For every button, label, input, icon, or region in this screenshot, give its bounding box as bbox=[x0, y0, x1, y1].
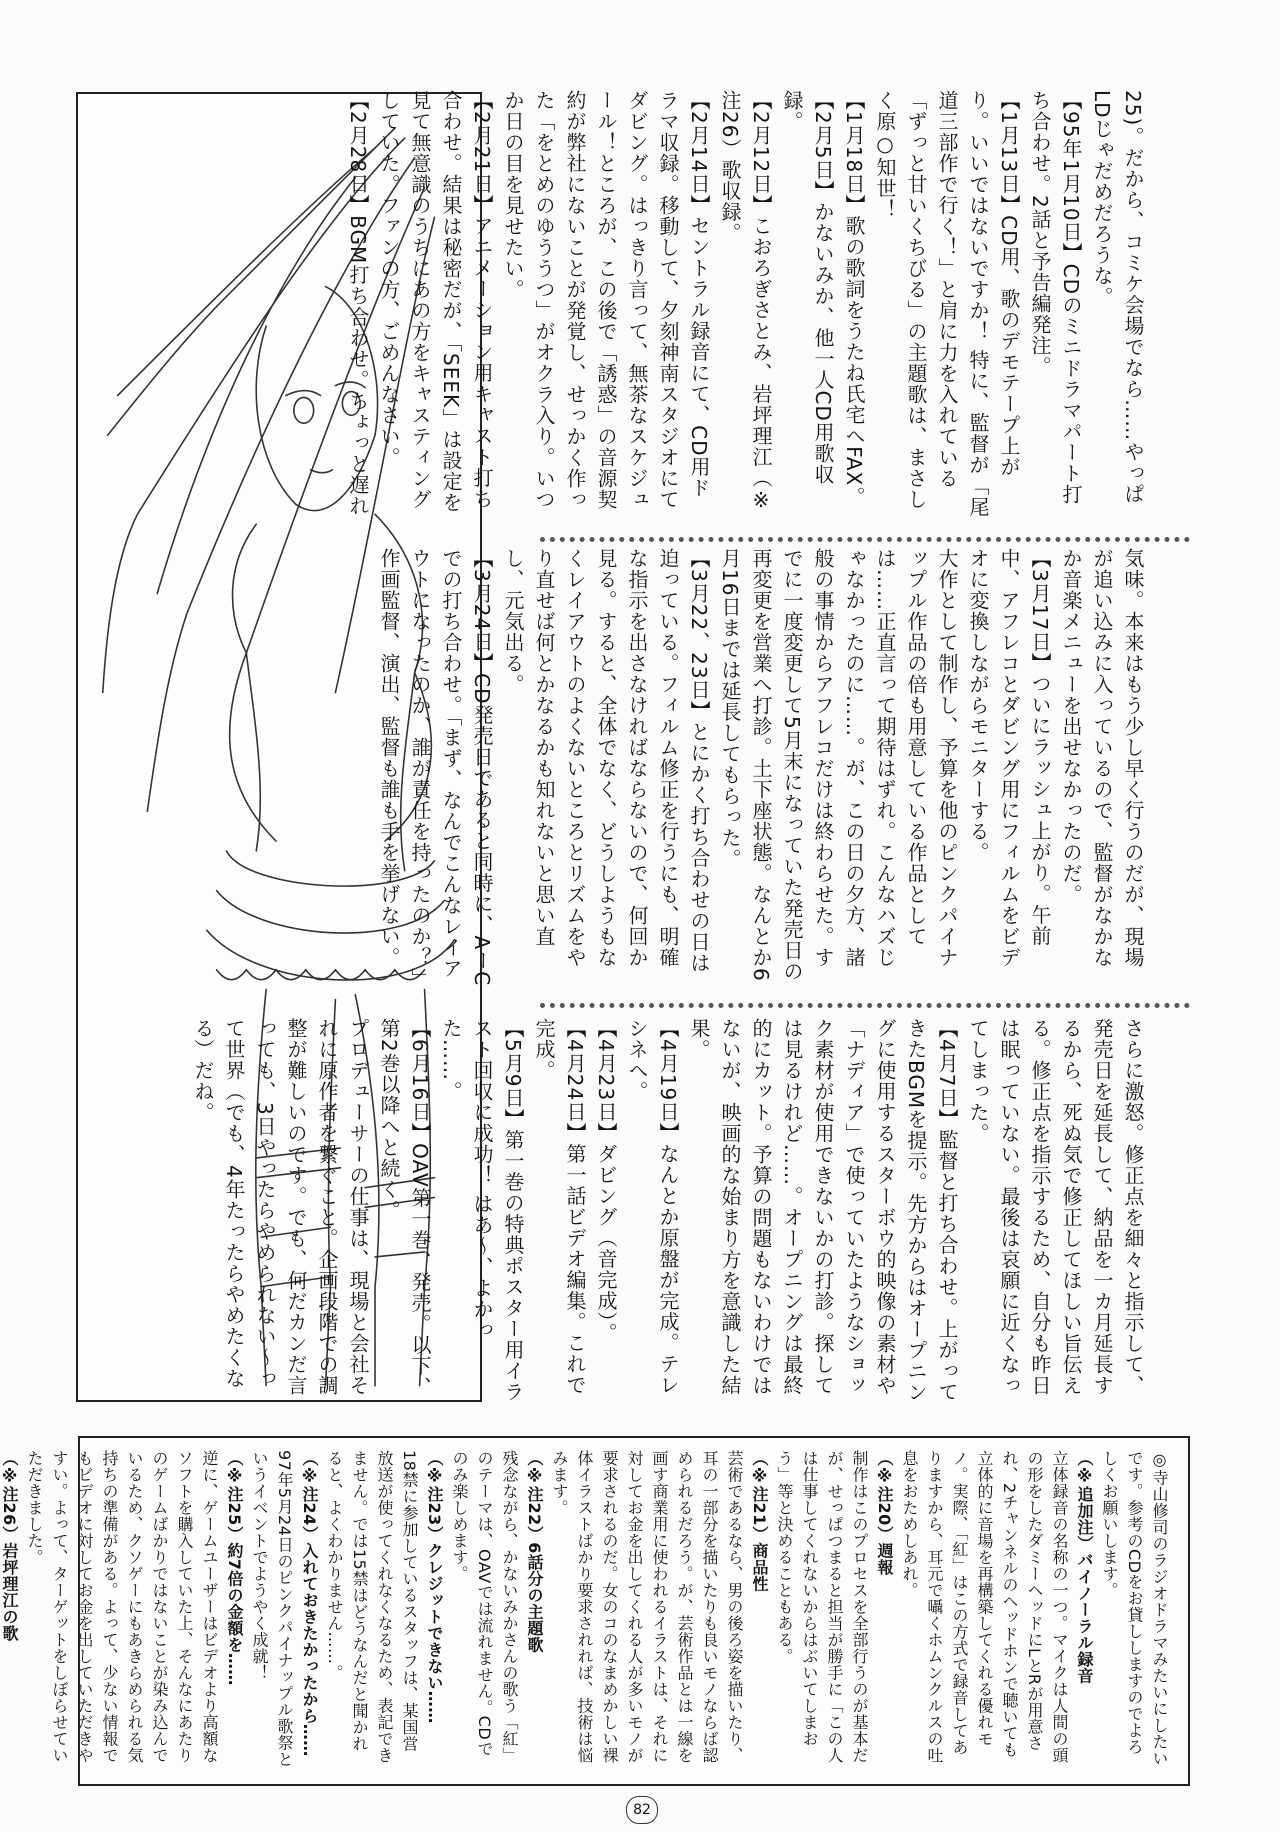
column-bottom-text: さらに激怒。修正点を細々と指示して、発売日を延長して、納品を一カ月延長するから、死ぬ気で修正してほしい旨伝える。修正点を指示するため、自分も昨日は眠っていない。最後は哀願に近くなってしまった。 【4月7日】監督と打ち合わせ。上がってきたBGMを提示。先方からはオープニングに使用するスターボウ的映像の素材や「ナディア」で使っていたようなショック素材が使用できないかの打診。探しては見るけれど……。オープニングは最終的にカット。予算の問題もないわけではないが、映画的な始まり方を意識した結果。 【4月19日】なんとか原盤が完成。テレシネへ。 【4月23日】ダビング（音完成）。 【4月24日】第一話ビデオ編集。これで完成。 【5月9日】第一巻の特典ポスター用イラスト回収に成功！ はあ〜、よかった……。 【6月16日】OAV第一巻、発売。以下、第2巻以降へと続く。 プロデューサーの仕事は、現場と会社それに原作者を繋ぐこと。企画段階での調整が難しいのです。でも、何だカンだ言っても、3日やったらやめられない〜って世界（でも、4年たったらやめたくなる）だね。 bbox=[191, 1018, 1145, 1404]
footnote: （※注24）入れておきたかったから…… 97年5月24日のピンクパイナップル歌祭というイベントでようやく成就！ bbox=[250, 1450, 319, 1768]
footnote: （※注26）岩坪理江の歌 bbox=[0, 1450, 19, 1642]
footnote: （※注20）週報 制作はこのプロセスを全部行うのが基本だが、せっぱつまると担当が勝手に「この人は仕事してくれないからはぶいてしまおう」等と決めることもある。 bbox=[775, 1450, 894, 1764]
column-middle-text: 気味。本来はもう少し早く行うのだが、現場が追い込みに入っているので、監督がなかなか音楽メニューを出せなかったのだ。 【3月17日】ついにラッシュ上がり。午前中、アフレコとダビング用にフィルムをビデオに変換しながらモニターする。 大作として制作し、予算を他のピンクパイナップル作品の倍も用意している作品としては……正直言って期待はずれ。こんなハズじゃなかったのに……。が、この日の夕方、諸般の事情からアフレコだけは終わらせた。すでに一度変更して5月末になっていた発売日の再変更を営業へ打診。土下座状態。なんとか6月16日までは延長してもらった。 【3月22、23日】とにかく打ち合わせの日は迫っている。フィルム修正を行うにも、明確な指示を出さなければならないので、何回か見る。すると、全体でなく、どうしようもなくレイアウトのよくないところとリズムをやり直せば何とかなるかも知れないと思い直し、元気出る。 【3月24日】CD発売日であると同時に、AーCでの打ち合わせ。「まず、なんでこんなレイアウトになったのか、誰が責任を持ったのか？」作画監督、演出、監督も誰も手を挙げない。 bbox=[377, 548, 1145, 987]
footnote: （※注22）6話分の主題歌 残念ながら、かないみかさんの歌う「紅」のテーマは、OAVでは流れません。CDでのみ楽しめます。 bbox=[450, 1450, 544, 1764]
footnote: （※注21）商品性 芸術であるなら、男の後ろ姿を描いたり、耳の一部分を描いたりも良いモノならば認められるだろう。が、芸術作品とは一線を画す商業用に使われるイラストは、それに対してお金を出してくれる人が多いモノが要求されるのだ。女のコのなまめかしい裸体イラストばかり要求されれば、技術は悩みます。 bbox=[550, 1450, 769, 1764]
dotted-divider bbox=[540, 537, 1190, 542]
footnote: （※注25）約7倍の金額を…… 逆に、ゲームユーザーはビデオより高額なソフトを購入していた上、そんなにあたりのゲームばかりではないことが染み込んでいるため、クソゲーにもあきらめられる気持ちの準備がある。よって、少ない情報でもビデオに対してお金を出していただきやすい。よって、ターゲットをしぼらせていただきました。 bbox=[25, 1450, 244, 1764]
text-column-middle bbox=[377, 548, 1210, 988]
footnote: （※追加注）バイノーラル録音 立体録音の名称の一つ。マイクは人間の頭の形をしたダミーヘッドにLとRが用意され、2チャンネルのヘッドホンで聴いても立体的に音場を再構築してくれる優れモノ。実際、「紅」はこの方式で録音してありますから、耳元で囁くホムンクルスの吐息をおためしあれ。 bbox=[900, 1450, 1094, 1764]
text-column-bottom bbox=[191, 1018, 1210, 1408]
text-column-top bbox=[346, 90, 1210, 518]
footnotes-box bbox=[0, 1436, 1190, 1786]
footnote: （※注23）クレジットできない…… 18禁に参加しているスタッフは、某国営放送が使ってくれなくなるため、表記できません。では15禁はどうなんだと聞かれると、よくわかりません……。 bbox=[325, 1450, 444, 1764]
footnote: ◎寺山修司のラジオドラマみたいにしたいです。参考のCDをお貸ししますのでよろしくお願いします。 bbox=[1100, 1450, 1169, 1767]
column-top-text: 25)。だから、コミケ会場でなら……やっぱLDじゃだめだろうな。 【95年1月10日】CDのミニドラマパート打ち合わせ。2話と予告編発注。 【1月13日】CD用、歌のデモテープ上がり。いいではないですか！ 特に、監督が「尾道三部作で行く！」と肩に力を入れている「ずっと甘いくちびる」の主題歌は、まさしく原○知世！ 【1月18日】歌の歌詞をうたね氏宅へFAX。 【2月5日】かないみか、他一人CD用歌収録。 【2月12日】こおろぎさとみ、岩坪理江（※注26）歌収録。 【2月14日】セントラル録音にて、CD用ドラマ収録。移動して、夕刻神南スタジオにてダビング。はっきり言って、無茶なスケジュール！ところが、この後で「誘惑」の音源契約が弊社にないことが発覚し、せっかく作った「をとめのゆううつ」がオクラ入り。いつか日の目を見せたい。 【2月21日】アニメーション用キャスト打ち合わせ。結果は秘密だが、「SEEK」は設定を見て無意識のうちにあの方をキャスティングしていた。ファンの方、ごめんなさい。 【2月28日】BGM打ち合わせ。ちょっと遅れ bbox=[346, 90, 1145, 518]
page-number: 82 bbox=[626, 1796, 658, 1824]
dotted-divider bbox=[540, 1003, 1190, 1008]
footnotes bbox=[0, 1450, 1172, 1768]
